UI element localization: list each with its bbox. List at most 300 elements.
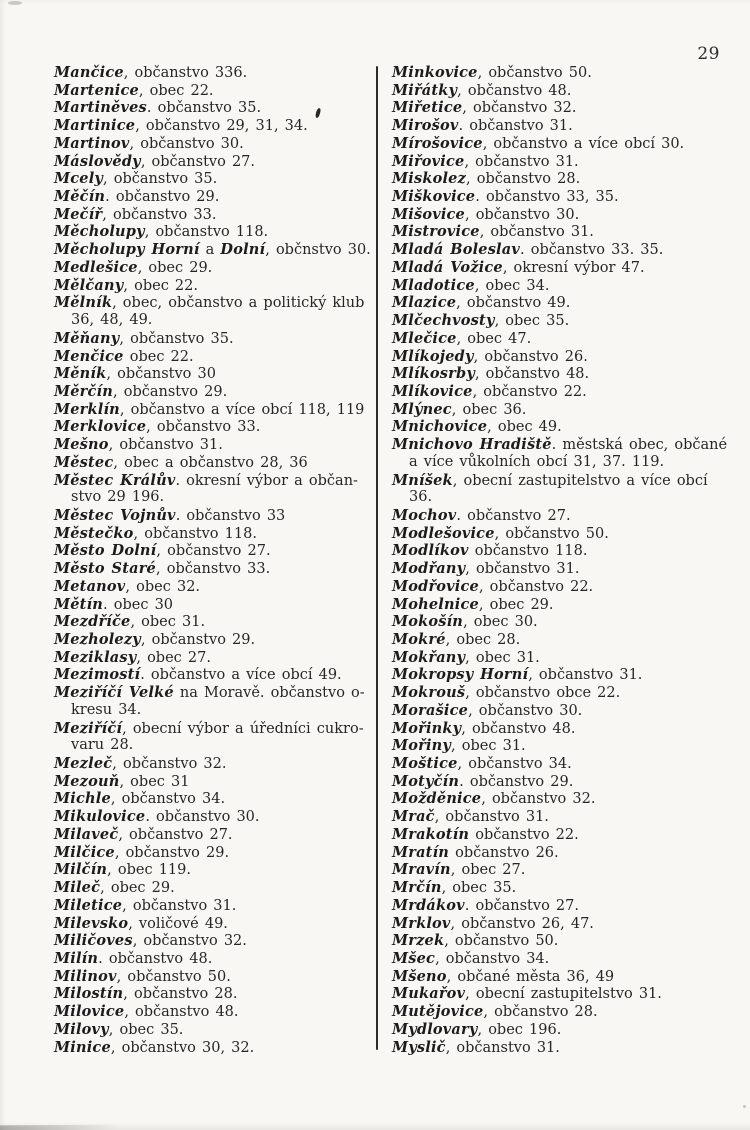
index-entry-line xyxy=(54,613,380,631)
entry-text: , občanstvo 48. xyxy=(124,1004,239,1021)
index-entry-line xyxy=(392,560,718,578)
place-name: Mlazice xyxy=(392,294,457,312)
entry-text: , občanstvo 31. xyxy=(464,153,579,170)
index-entry-line xyxy=(54,64,380,82)
index-entry-line xyxy=(392,135,718,153)
column-divider xyxy=(376,66,378,1050)
index-entry-line xyxy=(54,985,380,1003)
index-entry-line xyxy=(54,968,380,986)
entry-text: , občanstvo 118. xyxy=(144,224,269,241)
index-entry-line xyxy=(392,241,718,259)
place-name: Modlíkov xyxy=(392,542,469,560)
entry-text: , občanstvo 33. xyxy=(156,561,271,578)
place-name: Modřany xyxy=(392,560,466,578)
index-entry-line xyxy=(54,294,380,312)
place-name: Modlešovice xyxy=(392,524,495,542)
place-name: Mlečice xyxy=(392,329,457,347)
entry-text: , občanstvo 28. xyxy=(466,171,581,188)
entry-text: , okresní výbor 47. xyxy=(502,259,645,276)
entry-text: , obec a občanstvo 28, 36 xyxy=(113,454,308,471)
entry-text: , obec 119. xyxy=(107,862,191,879)
index-entry-line xyxy=(392,153,718,171)
index-entry-line xyxy=(54,525,380,543)
place-name: Dolní xyxy=(220,241,266,259)
index-entry-line xyxy=(54,206,380,224)
index-entry-continuation xyxy=(392,489,718,507)
index-entry-line xyxy=(54,915,380,933)
entry-text: , občanstvo 27. xyxy=(140,153,256,170)
index-entry-line xyxy=(392,702,718,720)
index-entry-line xyxy=(392,365,718,383)
index-entry-line xyxy=(54,861,380,879)
entry-text: obec 22. xyxy=(123,348,194,365)
place-name: Mlíkovice xyxy=(392,382,473,400)
entry-text: , obec 22. xyxy=(123,277,198,294)
entry-text: varu 28. xyxy=(71,737,134,754)
entry-text: . okresní výbor a občan- xyxy=(175,472,358,489)
place-name: Město Staré xyxy=(54,560,156,578)
entry-text: , obec 31. xyxy=(451,738,526,755)
entry-text: , občanstvo 35. xyxy=(103,171,218,188)
entry-text: , občanstvo 30. xyxy=(468,702,583,719)
entry-text: , občanstvo 32. xyxy=(132,933,247,950)
entry-text: , občanstvo 32. xyxy=(481,791,596,808)
index-entry-line xyxy=(54,330,380,348)
index-entry-line xyxy=(392,897,718,915)
page-number: 29 xyxy=(697,44,720,64)
index-entry-continuation xyxy=(54,312,380,330)
entry-text: . občanstvo 33 xyxy=(175,507,286,524)
place-name: Mančice xyxy=(54,64,124,81)
index-entry-line xyxy=(54,1039,380,1057)
place-name: Mrklov xyxy=(392,914,451,932)
entry-text: stvo 29 196. xyxy=(71,489,165,506)
entry-text: , obec 27. xyxy=(450,862,526,879)
place-name: Mydlovary xyxy=(392,1020,478,1038)
index-entry-line xyxy=(392,507,718,525)
entry-text: , občanstvo 31. xyxy=(122,897,237,914)
place-name: Milovy xyxy=(54,1020,109,1038)
index-column-right xyxy=(392,64,728,1056)
entry-text: , voličové 49. xyxy=(128,915,228,932)
index-entry-line xyxy=(54,879,380,897)
index-entry-line xyxy=(392,968,718,986)
place-name: Máslovědy xyxy=(54,152,141,170)
place-name: Miřetice xyxy=(392,99,463,117)
index-entry-line xyxy=(392,1003,718,1021)
entry-text: . občanstvo 33, 35. xyxy=(475,189,619,206)
entry-text: , občanstvo a více obcí 30. xyxy=(482,135,685,152)
place-name: Měčín xyxy=(54,188,106,206)
place-name: Medlešice xyxy=(54,258,138,276)
place-name: Mravín xyxy=(392,861,451,879)
index-entry-line xyxy=(392,206,718,224)
index-entry-line xyxy=(54,1021,380,1039)
entry-text: , obec 196. xyxy=(477,1021,562,1038)
entry-text: , občanstvo 28. xyxy=(483,1004,598,1021)
index-entry-line xyxy=(54,348,380,366)
place-name: Mirošov xyxy=(392,117,459,135)
entry-text: 36, 48, 49. xyxy=(71,312,153,329)
entry-text: . občanstvo 33. 35. xyxy=(520,242,664,259)
place-name: Městec Vojnův xyxy=(54,506,176,524)
index-entry-line xyxy=(392,737,718,755)
index-entry-line xyxy=(54,507,380,525)
place-name: Měrčín xyxy=(54,382,113,400)
index-entry-line xyxy=(54,684,380,702)
place-name: Mladotice xyxy=(392,276,475,294)
entry-text: a více vůkolních obcí 31, 37. 119. xyxy=(409,453,665,470)
index-entry-line xyxy=(54,82,380,100)
index-entry-line xyxy=(392,666,718,684)
entry-text: , občanstvo 27. xyxy=(156,543,271,560)
index-entry-line xyxy=(54,153,380,171)
index-entry-line xyxy=(392,755,718,773)
index-entry-line xyxy=(392,294,718,312)
index-entry-line xyxy=(54,383,380,401)
entry-text: , obec 34. xyxy=(474,277,550,294)
entry-text: , obecní zastupitelstvo 31. xyxy=(465,986,662,1003)
place-name: Miřátky xyxy=(392,81,458,99)
index-entry-line xyxy=(54,241,380,259)
index-column-left xyxy=(54,64,380,1056)
index-entry-line xyxy=(392,950,718,968)
place-name: Mokropsy Horní xyxy=(392,666,529,684)
place-name: Mokrouš xyxy=(392,684,466,702)
entry-text: , obec 35. xyxy=(108,1021,184,1038)
entry-text: , občanstvo 29, 31, 34. xyxy=(135,118,308,135)
place-name: Milčice xyxy=(54,843,115,861)
entry-text: , občanstvo 29. xyxy=(114,844,230,861)
entry-text: , občnstvo 30. xyxy=(265,242,371,259)
place-name: Miličoves xyxy=(54,932,133,950)
index-entry-line xyxy=(392,82,718,100)
place-name: Městec xyxy=(54,453,114,471)
place-name: Merklovice xyxy=(54,418,147,436)
entry-text: , obec, občanstvo a politický klub xyxy=(112,295,365,312)
index-entry-line xyxy=(392,223,718,241)
index-entry-line xyxy=(392,383,718,401)
entry-text: 36. xyxy=(409,489,433,506)
place-name: Minkovice xyxy=(392,64,478,81)
place-name: Mětín xyxy=(54,595,104,613)
place-name: Město Dolní xyxy=(54,542,157,560)
entry-text: na Moravě. občanstvo o- xyxy=(173,685,365,702)
index-entry-line xyxy=(54,454,380,472)
entry-text: , občanstvo 34. xyxy=(435,950,550,967)
entry-text: . občanstvo 29. xyxy=(459,773,574,790)
index-entry-line xyxy=(54,649,380,667)
index-entry-line xyxy=(54,720,380,738)
entry-text: občanstvo 118. xyxy=(468,543,588,560)
place-name: Motyčín xyxy=(392,772,460,790)
entry-text: , občanstvo 31. xyxy=(479,224,594,241)
entry-text: , obec 30. xyxy=(463,614,538,631)
index-entry-line xyxy=(54,773,380,791)
index-entry-line xyxy=(54,631,380,649)
index-entry-continuation xyxy=(54,737,380,755)
index-entry-line xyxy=(54,472,380,490)
place-name: Minice xyxy=(54,1038,111,1056)
place-name: Mikulovice xyxy=(54,808,146,826)
place-name: Menčice xyxy=(54,347,124,365)
entry-text: . občanstvo 27. xyxy=(464,897,579,914)
place-name: Mšec xyxy=(392,949,436,967)
entry-text: , občanstvo 22. xyxy=(478,578,594,595)
place-name: Mezimostí xyxy=(54,666,141,684)
place-name: Mistrovice xyxy=(392,223,480,241)
place-name: Měňany xyxy=(54,329,120,347)
index-entry-line xyxy=(392,773,718,791)
entry-text: , občanstvo 30. xyxy=(129,135,244,152)
place-name: Mezdříče xyxy=(54,613,131,631)
index-entry-continuation xyxy=(54,702,380,720)
place-name: Michle xyxy=(54,790,111,808)
entry-text: , občanstvo 22. xyxy=(472,383,587,400)
index-entry-line xyxy=(54,170,380,188)
place-name: Mořinky xyxy=(392,719,462,737)
place-name: Mezleč xyxy=(54,755,113,773)
index-entry-line xyxy=(54,844,380,862)
place-name: Martinice xyxy=(54,117,136,135)
entry-text: , občanstvo 31. xyxy=(528,667,643,684)
index-entry-line xyxy=(392,578,718,596)
entry-text: , občanstvo 48. xyxy=(474,366,590,383)
place-name: Merklín xyxy=(54,400,120,418)
entry-text: , obec 29. xyxy=(137,259,213,276)
index-entry-line xyxy=(392,808,718,826)
entry-text: , obec 22. xyxy=(138,82,214,99)
index-entry-line xyxy=(392,418,718,436)
entry-text: , občanstvo 33. xyxy=(102,206,217,223)
index-entry-line xyxy=(392,1021,718,1039)
place-name: Mlíkosrby xyxy=(392,365,475,383)
place-name: Meziříčí Velké xyxy=(54,684,174,702)
entry-text: , obecní výbor a úředníci cukro- xyxy=(122,720,364,737)
place-name: Milevsko xyxy=(54,914,129,932)
place-name: Milaveč xyxy=(54,825,119,843)
entry-text: , občanstvo 31. xyxy=(434,809,549,826)
entry-text: , občanstvo 48. xyxy=(457,82,572,99)
place-name: Miškovice xyxy=(392,188,476,206)
entry-text: , obec 35. xyxy=(494,313,570,330)
entry-text: , obec 29. xyxy=(478,596,554,613)
entry-text: , občanstvo 50. xyxy=(494,525,609,542)
entry-text: . občanstvo 27. xyxy=(456,507,571,524)
entry-text: občanstvo 26. xyxy=(449,844,559,861)
index-entry-line xyxy=(392,631,718,649)
entry-text: , občanstvo a více obcí 118, 119 xyxy=(119,401,365,418)
place-name: Mnichovice xyxy=(392,418,488,436)
entry-text: , obec 49. xyxy=(487,419,562,436)
place-name: Mišovice xyxy=(392,205,465,223)
entry-text: , občanstvo 50. xyxy=(444,933,559,950)
place-name: Mrčín xyxy=(392,879,442,897)
entry-text: . obec 30 xyxy=(103,596,174,613)
place-name: Měcholupy Horní xyxy=(54,241,200,259)
place-name: Martiněves xyxy=(54,99,147,117)
place-name: Mcely xyxy=(54,170,104,188)
place-name: Mírošovice xyxy=(392,134,483,152)
index-entry-continuation xyxy=(392,454,718,472)
index-entry-line xyxy=(392,720,718,738)
index-entry-line xyxy=(54,1003,380,1021)
place-name: Miřovice xyxy=(392,152,465,170)
place-name: Metanov xyxy=(54,577,126,595)
place-name: Mokřany xyxy=(392,648,466,666)
place-name: Měcholupy xyxy=(54,223,145,241)
entry-text: , občanstvo 30 xyxy=(106,366,216,383)
index-entry-line xyxy=(392,879,718,897)
scan-speck-bottom-right xyxy=(743,1105,746,1108)
index-entry-line xyxy=(392,649,718,667)
entry-text: občanstvo 22. xyxy=(469,826,579,843)
index-entry-line xyxy=(392,542,718,560)
entry-text: . občanstvo 29. xyxy=(105,189,220,206)
entry-text: , občanstvo 33. xyxy=(146,419,261,436)
place-name: Mokošín xyxy=(392,613,464,631)
scan-smudge-bottom-left xyxy=(0,1125,120,1130)
entry-text: , občanstvo 27. xyxy=(118,826,233,843)
entry-text: , občanstvo 32. xyxy=(462,100,577,117)
place-name: Miskolez xyxy=(392,170,467,188)
entry-text: . městská obec, občané xyxy=(551,437,728,454)
index-entry-line xyxy=(392,844,718,862)
index-entry-line xyxy=(392,259,718,277)
index-entry-line xyxy=(54,542,380,560)
place-name: Mladá Vožice xyxy=(392,258,503,276)
entry-text: , občanstvo 29. xyxy=(140,632,256,648)
index-entry-line xyxy=(54,277,380,295)
place-name: Mníšek xyxy=(392,471,453,489)
scan-smudge-top-left xyxy=(8,1,22,5)
index-entry-line xyxy=(54,826,380,844)
entry-text: , obec 31. xyxy=(130,614,206,631)
entry-text: , občanstvo 49. xyxy=(456,295,571,312)
index-entry-line xyxy=(392,277,718,295)
index-entry-line xyxy=(54,188,380,206)
index-entry-line xyxy=(392,188,718,206)
index-entry-line xyxy=(392,525,718,543)
index-entry-line xyxy=(392,170,718,188)
index-entry-line xyxy=(54,117,380,135)
entry-text: , občanstvo 48. xyxy=(461,720,576,737)
entry-text: , občanstvo 30, 32. xyxy=(110,1039,255,1056)
index-entry-line xyxy=(54,808,380,826)
place-name: Meziklasy xyxy=(54,648,137,666)
entry-text: . občanstvo 35. xyxy=(146,100,262,117)
place-name: Mělčany xyxy=(54,276,124,294)
place-name: Milovice xyxy=(54,1003,125,1021)
place-name: Modřovice xyxy=(392,577,479,595)
index-entry-line xyxy=(54,596,380,614)
index-entry-line xyxy=(392,684,718,702)
entry-text: , občané města 36, 49 xyxy=(446,968,615,985)
index-entry-line xyxy=(392,861,718,879)
entry-text: , občanstvo 31. xyxy=(465,561,580,578)
index-entry-line xyxy=(392,613,718,631)
place-name: Mukařov xyxy=(392,985,466,1003)
place-name: Mezholezy xyxy=(54,631,141,648)
place-name: Mokré xyxy=(392,631,446,648)
place-name: Mrač xyxy=(392,808,435,826)
index-entry-continuation xyxy=(54,489,380,507)
index-entry-line xyxy=(54,99,380,117)
entry-text: , obec 31. xyxy=(465,649,540,666)
place-name: Moštice xyxy=(392,755,458,773)
index-entry-line xyxy=(54,436,380,454)
index-entry-line xyxy=(392,985,718,1003)
place-name: Mnichovo Hradiště xyxy=(392,436,552,454)
index-entry-line xyxy=(54,365,380,383)
place-name: Mladá Boleslav xyxy=(392,241,520,259)
entry-text: , občanstvo 118. xyxy=(133,525,257,542)
place-name: Mezouň xyxy=(54,772,120,790)
place-name: Měník xyxy=(54,365,107,383)
place-name: Možděnice xyxy=(392,790,482,808)
entry-text: a xyxy=(199,242,221,259)
index-entry-line xyxy=(54,578,380,596)
place-name: Mešno xyxy=(54,436,109,454)
entry-text: , obec 36. xyxy=(451,401,527,418)
entry-text: , občanstvo 26. xyxy=(473,348,588,365)
place-name: Mořiny xyxy=(392,737,452,755)
index-entry-line xyxy=(54,135,380,153)
index-entry-line xyxy=(54,790,380,808)
index-entry-line xyxy=(54,897,380,915)
entry-text: , občanstvo 50. xyxy=(116,968,231,985)
index-entry-line xyxy=(392,596,718,614)
entry-text: kresu 34. xyxy=(71,701,142,718)
index-entry-line xyxy=(54,560,380,578)
entry-text: , obec 35. xyxy=(441,880,517,897)
index-entry-line xyxy=(392,312,718,330)
index-entry-line xyxy=(392,826,718,844)
place-name: Mrdákov xyxy=(392,896,465,914)
place-name: Martenice xyxy=(54,81,139,99)
entry-text: , občanstvo 50. xyxy=(477,65,592,81)
place-name: Mečíř xyxy=(54,205,103,223)
entry-text: , obec 31 xyxy=(119,773,190,790)
place-name: Miletice xyxy=(54,896,123,914)
index-entry-line xyxy=(392,915,718,933)
index-entry-line xyxy=(392,330,718,348)
place-name: Mšeno xyxy=(392,967,447,985)
place-name: Meziříčí xyxy=(54,719,123,737)
entry-text: . občanstvo 48. xyxy=(98,950,213,967)
place-name: Mrzek xyxy=(392,932,445,950)
index-entry-line xyxy=(392,436,728,454)
index-entry-line xyxy=(54,755,380,773)
entry-text: , občanstvo obce 22. xyxy=(465,685,621,702)
place-name: Milčín xyxy=(54,861,108,879)
index-entry-line xyxy=(392,348,718,366)
entry-text: , obec 32. xyxy=(125,578,201,595)
place-name: Mělník xyxy=(54,294,113,312)
index-entry-line xyxy=(54,666,380,684)
entry-text: , občanstvo 31. xyxy=(445,1039,560,1056)
place-name: Mratín xyxy=(392,843,450,861)
place-name: Městec Králův xyxy=(54,471,176,489)
entry-text: , obecní zastupitelstvo a více obcí xyxy=(452,472,708,489)
index-entry-line xyxy=(54,950,380,968)
entry-text: , občanstvo 32. xyxy=(112,756,227,773)
entry-text: , občanstvo 28. xyxy=(123,986,238,1003)
entry-text: , občanstvo 336. xyxy=(123,65,248,81)
entry-text: , obec 28. xyxy=(445,632,521,648)
entry-text: , občanstvo 31. xyxy=(108,437,223,454)
entry-text: , občanstvo 26, 47. xyxy=(450,915,594,932)
